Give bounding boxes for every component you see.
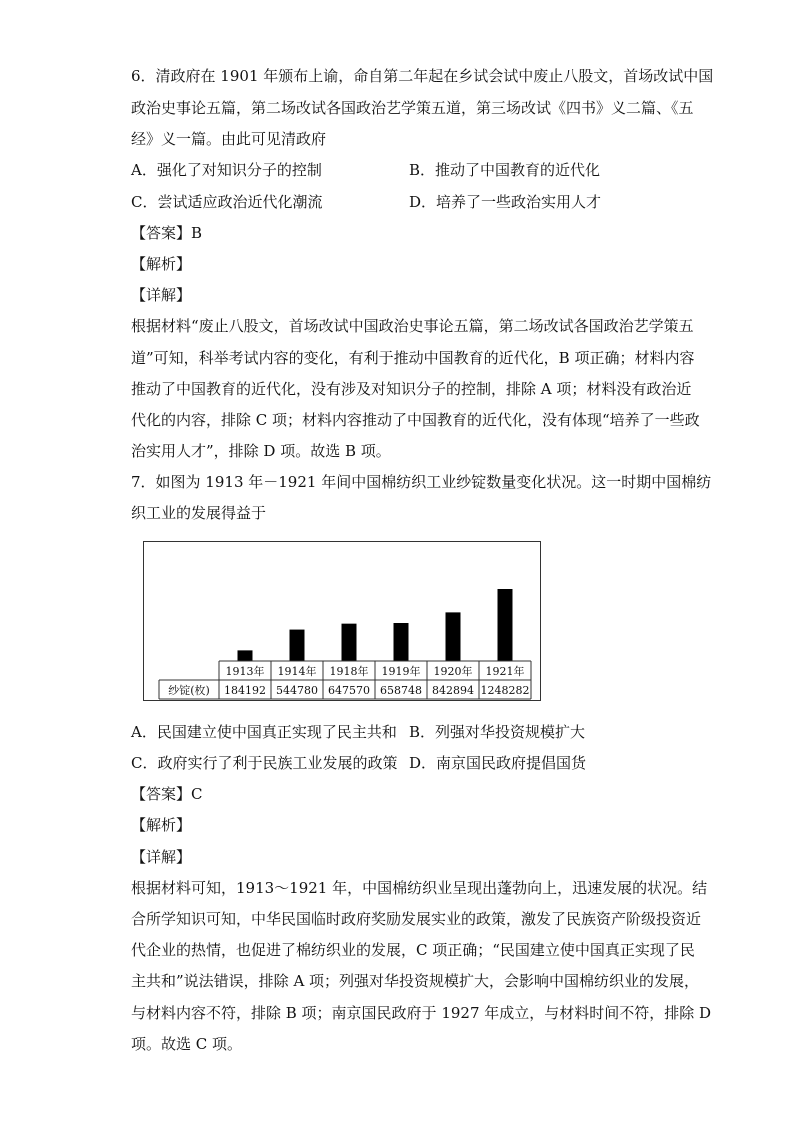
- q6-analysis-heading: 【解析】: [131, 255, 192, 273]
- bar-1913年: [238, 650, 253, 661]
- q7-explanation-line-5: 与材料内容不符，排除 B 项；南京国民政府于 1927 年成立，与材料时间不符，排除 D: [131, 1004, 712, 1022]
- q7-detail-heading: 【详解】: [131, 848, 192, 866]
- spindle-bar-chart: [143, 541, 541, 701]
- category-label: 1919年: [381, 665, 421, 678]
- q7-explanation-line-1: 根据材料可知，1913～1921 年，中国棉纺织业呈现出蓬勃向上，迅速发展的状况。结: [131, 879, 708, 897]
- bar-1914年: [290, 630, 305, 661]
- chart-svg: [144, 542, 540, 700]
- bar-1920年: [446, 612, 461, 661]
- category-label: 1914年: [277, 665, 317, 678]
- q7-stem-line-2: 织工业的发展得益于: [131, 504, 267, 522]
- q6-stem-line-1: 6．清政府在 1901 年颁布上谕，命自第二年起在乡试会试中废止八股文，首场改试中国: [131, 67, 714, 85]
- q6-stem-line-2: 政治史事论五篇，第二场改试各国政治艺学策五道，第三场改试《四书》义二篇、《五: [131, 99, 694, 117]
- q7-answer: 【答案】C: [131, 785, 203, 803]
- q7-explanation-line-3: 代企业的热情，也促进了棉纺织业的发展，C 项正确；“民国建立使中国真正实现了民: [131, 941, 695, 959]
- value-label: 842894: [432, 684, 474, 697]
- q7-option-d: D．南京国民政府提倡国货: [409, 754, 587, 772]
- category-label: 1921年: [485, 665, 525, 678]
- q6-explanation-line-4: 代化的内容，排除 C 项；材料内容推动了中国教育的近代化，没有体现“培养了一些政: [131, 411, 700, 429]
- category-label: 1918年: [329, 665, 369, 678]
- row-label: 纱锭(枚): [168, 684, 210, 697]
- q6-answer: 【答案】B: [131, 224, 203, 242]
- q6-option-b: B．推动了中国教育的近代化: [409, 161, 601, 179]
- value-label: 658748: [380, 684, 422, 697]
- q7-explanation-line-2: 合所学知识可知，中华民国临时政府奖励发展实业的政策，激发了民族资产阶级投资近: [131, 910, 702, 928]
- q6-explanation-line-5: 治实用人才”，排除 D 项。故选 B 项。: [131, 442, 391, 460]
- q7-stem-line-1: 7．如图为 1913 年－1921 年间中国棉纺织工业纱锭数量变化状况。这一时期中国棉纺: [131, 473, 712, 491]
- value-label: 1248282: [480, 684, 530, 697]
- q7-explanation-line-6: 项。故选 C 项。: [131, 1035, 243, 1053]
- bar-1919年: [394, 623, 409, 661]
- category-label: 1920年: [433, 665, 473, 678]
- value-label: 647570: [328, 684, 370, 697]
- q7-analysis-heading: 【解析】: [131, 816, 192, 834]
- q7-explanation-line-4: 主共和”说法错误，排除 A 项；列强对华投资规模扩大，会影响中国棉纺织业的发展，: [131, 972, 700, 990]
- value-label: 184192: [224, 684, 266, 697]
- value-label: 544780: [276, 684, 318, 697]
- q6-option-a: A．强化了对知识分子的控制: [131, 161, 322, 179]
- q6-explanation-line-1: 根据材料“废止八股文，首场改试中国政治史事论五篇，第二场改试各国政治艺学策五: [131, 317, 694, 335]
- q6-option-d: D．培养了一些政治实用人才: [409, 193, 602, 211]
- q6-explanation-line-3: 推动了中国教育的近代化，没有涉及对知识分子的控制，排除 A 项；材料没有政治近: [131, 380, 692, 398]
- q7-option-a: A．民国建立使中国真正实现了民主共和: [131, 723, 397, 741]
- q7-option-b: B．列强对华投资规模扩大: [409, 723, 586, 741]
- bar-1918年: [342, 624, 357, 661]
- q6-detail-heading: 【详解】: [131, 286, 192, 304]
- q6-explanation-line-2: 道”可知，科举考试内容的变化，有利于推动中国教育的近代化，B 项正确；材料内容: [131, 349, 695, 367]
- q6-stem-line-3: 经》义一篇。由此可见清政府: [131, 130, 327, 148]
- category-label: 1913年: [225, 665, 265, 678]
- bar-1921年: [498, 589, 513, 661]
- q6-option-c: C．尝试适应政治近代化潮流: [131, 193, 323, 211]
- q7-option-c: C．政府实行了利于民族工业发展的政策: [131, 754, 398, 772]
